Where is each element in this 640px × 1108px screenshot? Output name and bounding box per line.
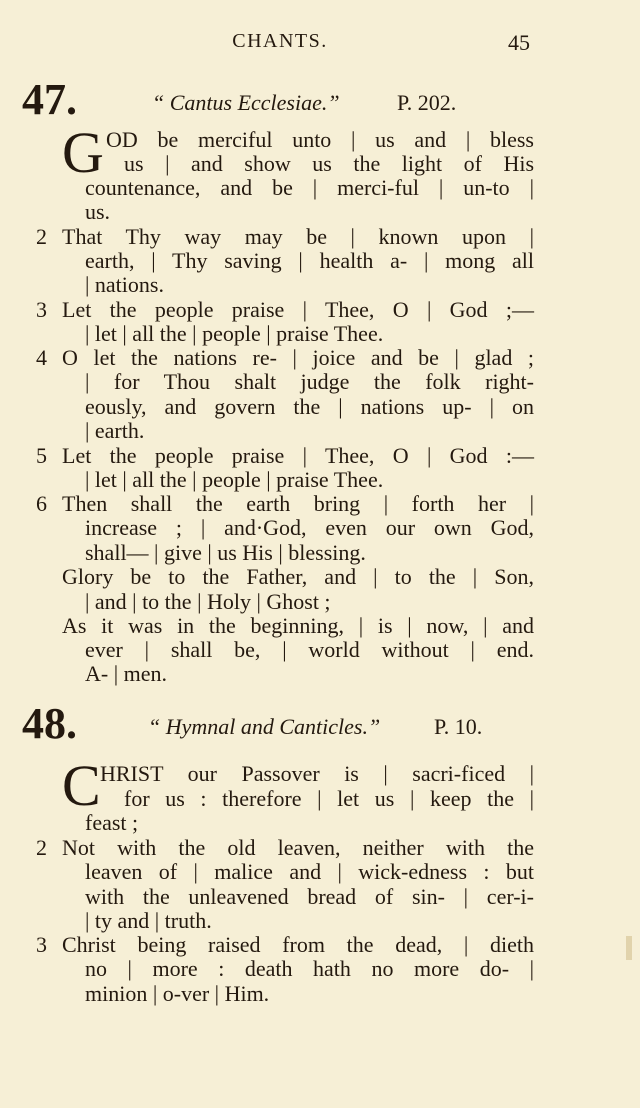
verse-number: 2 xyxy=(36,835,47,860)
text-line: As it was in the beginning, | is | now, | and xyxy=(62,613,534,638)
chant-source-name: “ Cantus Ecclesiae.” xyxy=(152,90,340,115)
verse-number: 6 xyxy=(36,491,47,516)
verse-number: 4 xyxy=(36,345,47,370)
text-line: OD be merciful unto | us and | bless xyxy=(106,127,534,152)
verse-number: 3 xyxy=(36,297,47,322)
text-line: minion | o-ver | Him. xyxy=(85,981,270,1006)
chant-page-ref: P. 202. xyxy=(397,90,457,115)
text-line: us. xyxy=(85,199,111,224)
chant-page-ref: P. 10. xyxy=(434,714,483,739)
text-line: | let | all the | people | praise Thee. xyxy=(85,467,384,492)
text-line: earth, | Thy saving | health a- | mong all xyxy=(85,248,534,273)
text-line: | let | all the | people | praise Thee. xyxy=(85,321,384,346)
chant-47-heading xyxy=(22,75,622,126)
text-line: Glory be to the Father, and | to the | Son, xyxy=(62,564,534,589)
chant-source xyxy=(152,90,340,116)
text-line: no | more : death hath no more do- | xyxy=(85,956,534,981)
text-line: Let the people praise | Thee, O | God ;— xyxy=(62,297,534,322)
text-line: HRIST our Passover is | sacri-ficed | xyxy=(100,761,534,786)
verse-number: 2 xyxy=(36,224,47,249)
drop-cap: C xyxy=(62,753,101,818)
text-line: O let the nations re- | joice and be | glad ; xyxy=(62,345,534,370)
text-line: countenance, and be | merci-ful | un-to | xyxy=(85,175,534,200)
running-header xyxy=(0,30,640,56)
verse-number: 3 xyxy=(36,932,47,957)
text-line: leaven of | malice and | wick-edness : but xyxy=(85,859,534,884)
text-line: Let the people praise | Thee, O | God :— xyxy=(62,443,534,468)
text-line: Then shall the earth bring | forth her | xyxy=(62,491,534,516)
text-line: eously, and govern the | nations up- | on xyxy=(85,394,534,419)
chant-number: 48. xyxy=(22,699,77,748)
text-line: A- | men. xyxy=(85,661,167,686)
chant-48-heading xyxy=(22,699,622,750)
chant-source xyxy=(148,714,380,740)
text-line: Christ being raised from the dead, | dieth xyxy=(62,932,534,957)
text-line: | earth. xyxy=(85,418,145,443)
verse-number: 5 xyxy=(36,443,47,468)
text-line: us | and show us the light of His xyxy=(124,151,534,176)
drop-cap: G xyxy=(62,120,104,185)
chant-source-name: “ Hymnal and Canticles.” xyxy=(148,714,381,739)
text-line: for us : therefore | let us | keep the | xyxy=(124,786,534,811)
page-edge-mark xyxy=(626,936,632,960)
text-line: | ty and | truth. xyxy=(85,908,212,933)
page-number: 45 xyxy=(508,30,530,55)
header-title: CHANTS. xyxy=(232,30,328,52)
text-line: | for Thou shalt judge the folk right- xyxy=(85,369,534,394)
text-line: That Thy way may be | known upon | xyxy=(62,224,534,249)
text-line: | nations. xyxy=(85,272,164,297)
text-line: Not with the old leaven, neither with the xyxy=(62,835,534,860)
text-line: feast ; xyxy=(85,810,139,835)
chant-number: 47. xyxy=(22,75,77,124)
text-line: ever | shall be, | world without | end. xyxy=(85,637,534,662)
text-line: with the unleavened bread of sin- | cer-i- xyxy=(85,884,534,909)
text-line: | and | to the | Holy | Ghost ; xyxy=(85,589,331,614)
text-line: shall— | give | us His | blessing. xyxy=(85,540,366,565)
text-line: increase ; | and·God, even our own God, xyxy=(85,515,534,540)
